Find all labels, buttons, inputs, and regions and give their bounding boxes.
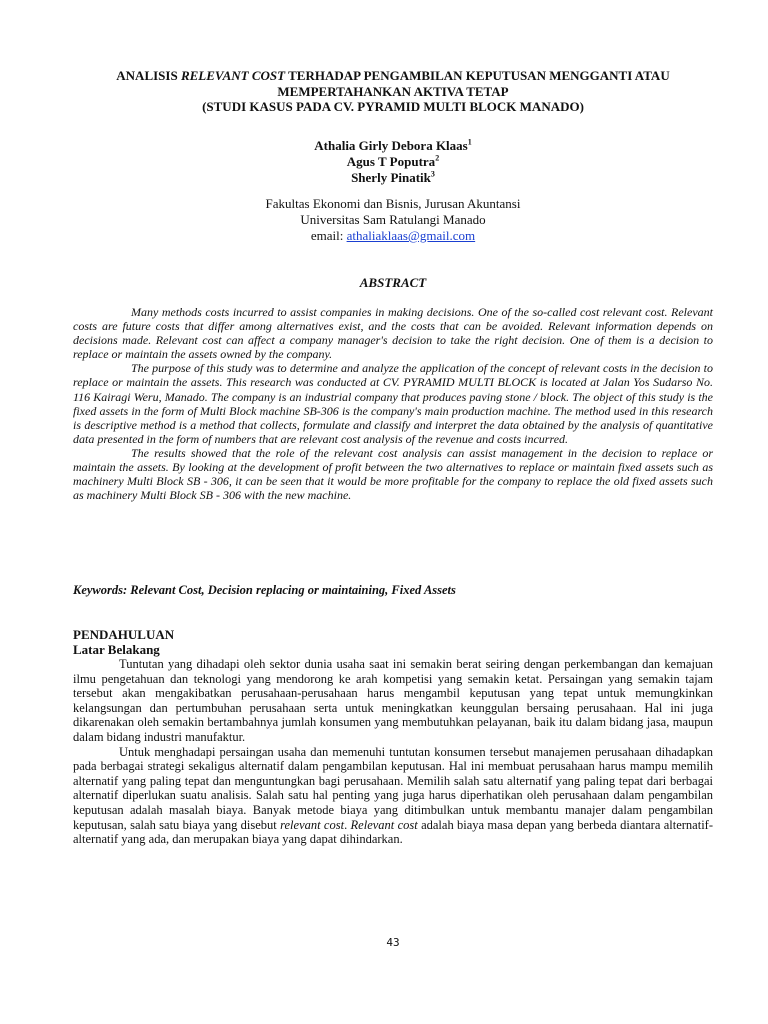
title-line-2: MEMPERTAHANKAN AKTIVA TETAP: [277, 83, 509, 99]
page-number: 43: [386, 936, 400, 949]
keywords: Keywords: Relevant Cost, Decision replacing or maintaining, Fixed Assets: [73, 583, 456, 597]
paper-title: [73, 68, 713, 115]
author-list: [73, 138, 713, 186]
author-2: Agus T Poputra$^2$: [346, 153, 440, 169]
abstract-paragraph-1: Many methods costs incurred to assist companies in making decisions. One of the so-called cost relevant cost. Relevant costs are future costs that differ among alternatives exist, and the costs that can be avoided. Relevant information depends on decisions made. Relevant cost can affect a company manager's decision to take the right decision. One of them is a decision to replace or maintain the assets owned by the company.: [73, 305, 713, 362]
title-line-3: (STUDI KASUS PADA CV. PYRAMID MULTI BLOCK MANADO): [202, 99, 584, 114]
author-1: Athalia Girly Debora Klaas$^1$: [314, 137, 472, 153]
affiliation-email: email: athaliaklaas@gmail.com: [310, 228, 476, 243]
body-paragraph-1: Tuntutan yang dihadapi oleh sektor dunia usaha saat ini semakin berat seiring dengan perkembangan dan kemajuan ilmu pengetahuan dan teknologi yang mendorong ke arah kompetisi yang semakin ketat. Persaingan yang semakin tajam tersebut akan mengakibatkan perusahaan-perusahaan harus mengambil keputusan yang tepat untuk memungkinkan kelangsungan dan pertumbuhan perusahaan serta untuk meningkatkan keunggulan bersaing perusahaan. Hal ini juga dikarenakan oleh semakin bertambahnya jumlah konsumen yang membutuhkan pelayanan, baik itu dalam bidang jasa, maupun dalam bidang industri manufaktur.: [73, 657, 713, 744]
abstract-paragraph-3: The results showed that the role of the relevant cost analysis can assist management in the decision to replace or maintain the assets. By looking at the development of profit between the two alternatives to replace or maintain fixed assets such as machinery Multi Block SB - 306, it can be seen that it would be more profitable for the company to replace the old fixed assets such as machinery Multi Block SB - 306 with the new machine.: [73, 445, 713, 503]
body-paragraph-2: Untuk menghadapi persaingan usaha dan memenuhi tuntutan konsumen tersebut manajemen perusahaan dihadapkan pada berbagai strategi sekaligus alternatif dalam pengambilan keputusan. Hal ini membuat perusahaan harus mampu memilih alternatif yang paling tepat dan menguntungkan bagi perusahaan. Memilih salah satu alternatif yang paling tepat dari berbagai alternatif diperlukan suatu analisis. Salah satu hal penting yang juga harus diperhatikan oleh perusahaan dalam pengambilan keputusan adalah masalah biaya. Banyak metode biaya yang ditimbulkan untuk membantu manajer dalam pengambilan keputusan, salah satu biaya yang disebut relevant cost. Relevant cost adalah biaya masa depan yang berbeda diantara alternatif-alternatif yang ada, dan merupakan biaya yang dapat dihindarkan.: [73, 744, 714, 847]
email-link[interactable]: athaliaklaas@gmail.com: [346, 228, 476, 243]
section-heading: PENDAHULUAN: [73, 627, 175, 642]
affiliation-university: Universitas Sam Ratulangi Manado: [300, 212, 486, 227]
affiliation-faculty: Fakultas Ekonomi dan Bisnis, Jurusan Akuntansi: [265, 196, 521, 211]
abstract-paragraph-2: The purpose of this study was to determine and analyze the application of the concept of relevant costs in the decision to replace or maintain the assets. This research was conducted at CV. PYRAMID MULTI BLOCK is located at Jalan Yos Sudarso No. 116 Kairagi Weru, Manado. The company is an industrial company that produces paving stone / block. The object of this study is the fixed assets in the form of Multi Block machine SB-306 is the company's main production machine. The method used in this research is descriptive method is a method that collects, formulate and classify and interpret the data obtained by the analysis of quantitative data presented in the form of numbers that are relevant cost analysis of the revenue and costs incurred.: [73, 361, 713, 446]
section-heading-block: [73, 627, 713, 657]
body-text: [73, 657, 713, 847]
abstract-heading: ABSTRACT: [359, 275, 427, 290]
section-subheading: Latar Belakang: [73, 642, 160, 657]
abstract-body: [73, 305, 713, 502]
affiliation: [73, 196, 713, 244]
title-line-1: ANALISIS RELEVANT COST TERHADAP PENGAMBILAN KEPUTUSAN MENGGANTI ATAU: [116, 68, 670, 83]
author-3: Sherly Pinatik$^3$: [351, 169, 435, 185]
